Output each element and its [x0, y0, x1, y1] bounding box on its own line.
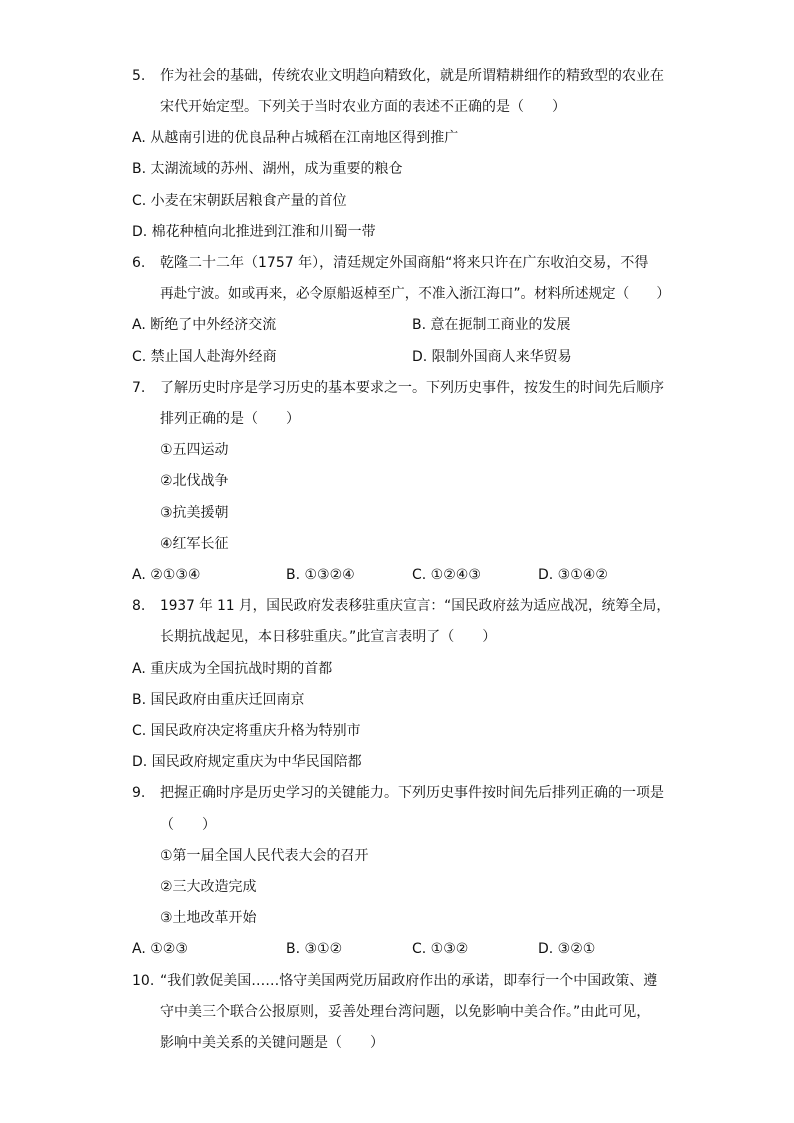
question-9-item-1: ①第一届全国人民代表大会的召开 [160, 848, 369, 864]
question-7-stem-line-2: 排列正确的是（ ） [160, 411, 300, 427]
question-8-option-b: B. 国民政府由重庆迁回南京 [132, 692, 305, 708]
question-6-option-a: A. 断绝了中外经济交流 [132, 317, 277, 333]
question-9-number: 9. [132, 785, 146, 801]
question-5-stem-line-2: 宋代开始定型。下列关于当时农业方面的表述不正确的是（ ） [160, 99, 566, 115]
question-9-stem-line-1: 把握正确时序是历史学习的关键能力。下列历史事件按时间先后排列正确的一项是 [160, 785, 664, 801]
question-10-number: 10. [132, 973, 155, 989]
question-5-option-b: B. 太湖流域的苏州、湖州，成为重要的粮仓 [132, 161, 403, 177]
question-9-option-d: D. ③②① [538, 941, 596, 957]
question-9-item-2: ②三大改造完成 [160, 879, 257, 895]
question-7-number: 7. [132, 380, 146, 396]
question-10-stem-line-1: “我们敦促美国……恪守美国两党历届政府作出的承诺，即奉行一个中国政策、遵 [160, 973, 658, 989]
question-8-number: 8. [132, 598, 146, 614]
question-8-option-c: C. 国民政府决定将重庆升格为特别市 [132, 723, 361, 739]
question-8-stem-line-2: 长期抗战起见，本日移驻重庆。”此宣言表明了（ ） [160, 629, 497, 645]
question-6-stem-line-2: 再赴宁波。如或再来，必令原船返棹至广，不准入浙江海口”。材料所述规定（ ） [160, 286, 671, 302]
question-7-item-1: ①五四运动 [160, 442, 229, 458]
question-5-number: 5. [132, 68, 146, 84]
question-7-option-a: A. ②①③④ [132, 567, 201, 583]
question-7-option-b: B. ①③②④ [286, 567, 355, 583]
question-6-number: 6. [132, 255, 146, 271]
question-7-item-2: ②北伐战争 [160, 473, 229, 489]
question-9-item-3: ③土地改革开始 [160, 910, 257, 926]
question-5-option-d: D. 棉花种植向北推进到江淮和川蜀一带 [132, 224, 376, 240]
question-5-option-c: C. 小麦在宋朝跃居粮食产量的首位 [132, 193, 347, 209]
question-10-stem-line-3: 影响中美关系的关键问题是（ ） [160, 1035, 384, 1051]
question-6-stem-line-1: 乾隆二十二年（1757 年），清廷规定外国商船“将来只许在广东收泊交易，不得 [160, 255, 649, 271]
question-7-item-3: ③抗美援朝 [160, 505, 229, 521]
question-8-option-d: D. 国民政府规定重庆为中华民国陪都 [132, 754, 362, 770]
question-7-stem-line-1: 了解历史时序是学习历史的基本要求之一。下列历史事件，按发生的时间先后顺序 [160, 380, 664, 396]
question-6-option-d: D. 限制外国商人来华贸易 [412, 349, 572, 365]
question-7-option-d: D. ③①④② [538, 567, 608, 583]
question-9-option-c: C. ①③② [412, 941, 469, 957]
question-5-stem-line-1: 作为社会的基础，传统农业文明趋向精致化，就是所谓精耕细作的精致型的农业在 [160, 68, 664, 84]
question-9-stem-line-2: （ ） [160, 817, 216, 833]
question-7-item-4: ④红军长征 [160, 536, 229, 552]
question-6-option-b: B. 意在扼制工商业的发展 [412, 317, 571, 333]
question-6-option-c: C. 禁止国人赴海外经商 [132, 349, 277, 365]
question-9-option-a: A. ①②③ [132, 941, 188, 957]
question-9-option-b: B. ③①② [286, 941, 343, 957]
question-8-option-a: A. 重庆成为全国抗战时期的首都 [132, 661, 333, 677]
question-5-option-a: A. 从越南引进的优良品种占城稻在江南地区得到推广 [132, 130, 459, 146]
question-10-stem-line-2: 守中美三个联合公报原则，妥善处理台湾问题，以免影响中美合作。”由此可见， [160, 1004, 651, 1020]
question-8-stem-line-1: 1937 年 11 月，国民政府发表移驻重庆宣言：“国民政府兹为适应战况，统筹全局， [160, 598, 671, 614]
question-7-option-c: C. ①②④③ [412, 567, 481, 583]
